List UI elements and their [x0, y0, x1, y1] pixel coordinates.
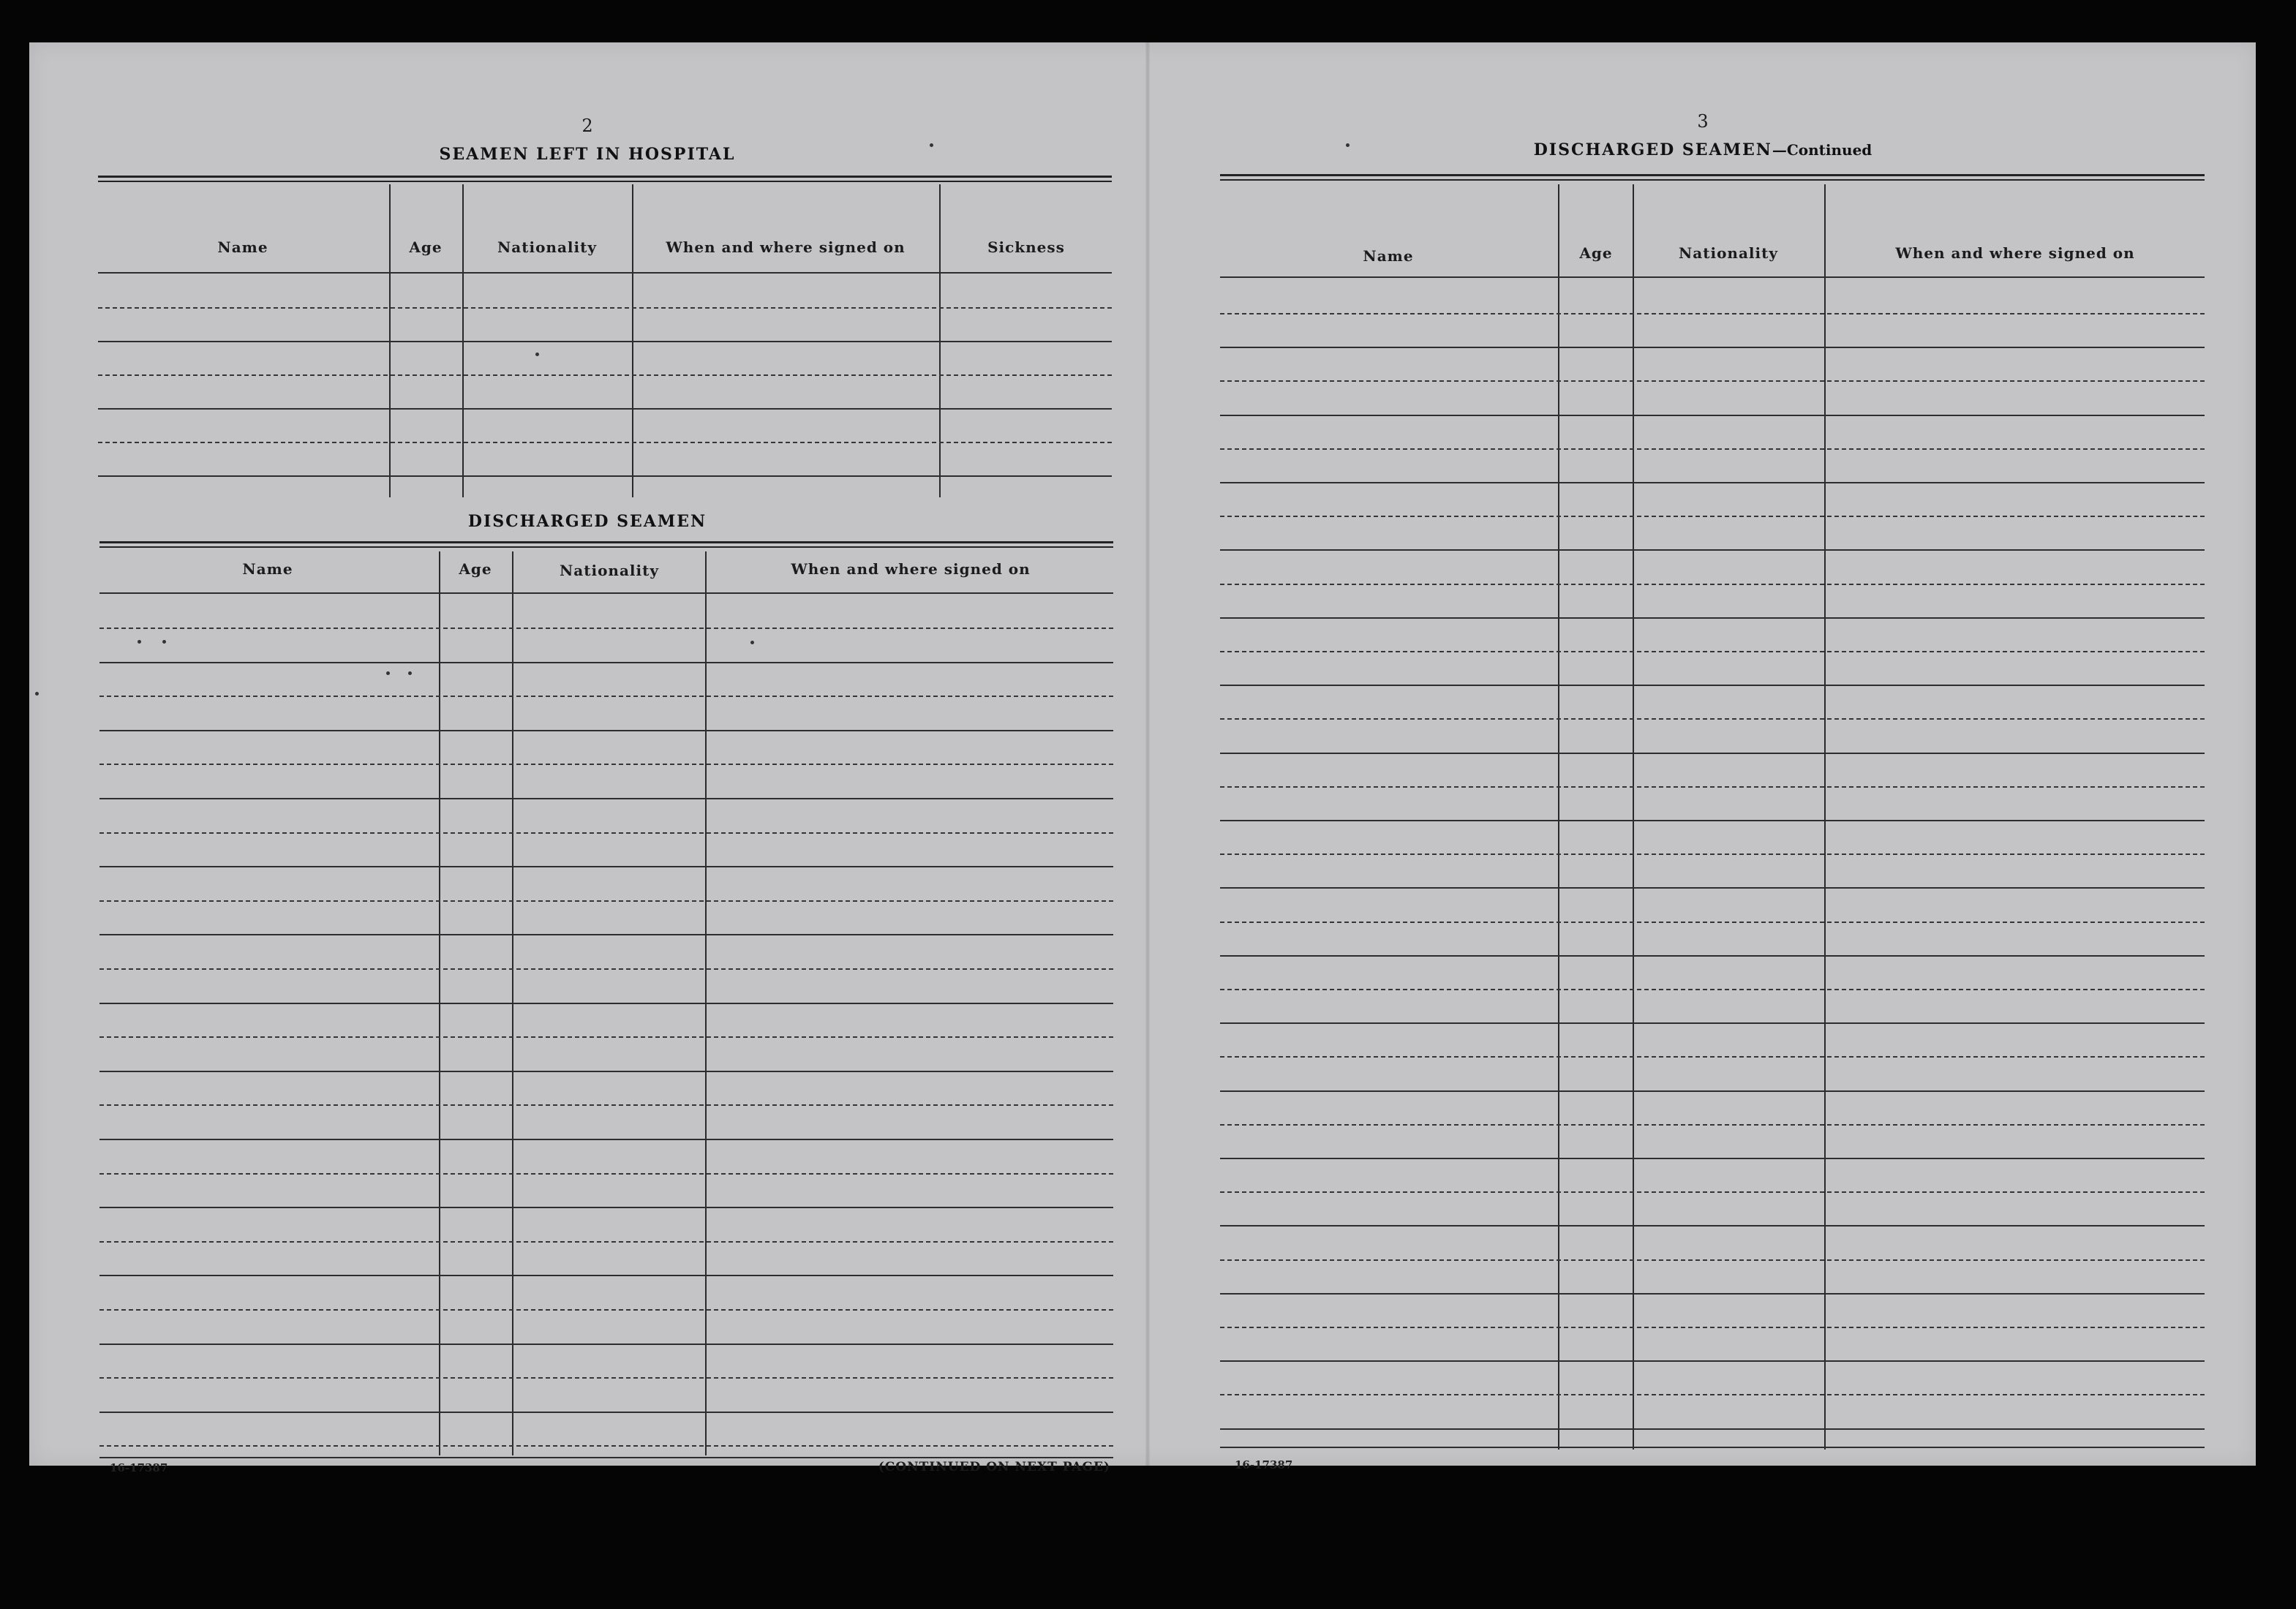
blank-row-rule [1220, 516, 2205, 517]
blank-row-rule [1220, 1293, 2205, 1295]
continued-section-title [1150, 140, 2256, 159]
blank-row-rule [99, 764, 1113, 765]
blank-row-rule [1220, 1360, 2205, 1362]
blank-row-rule [1220, 617, 2205, 619]
blank-row-rule [98, 374, 1112, 376]
blank-row-rule [1220, 1225, 2205, 1226]
blank-row-rule [99, 1275, 1113, 1276]
table-top-rule [1220, 174, 2205, 176]
blank-row-rule [98, 341, 1112, 342]
blank-row-rule [1220, 651, 2205, 652]
table-bottom-rule [1220, 1447, 2205, 1448]
form-code: 16-17387 [1235, 1458, 1293, 1472]
dust-speck [138, 640, 141, 644]
table-top-rule [98, 176, 1112, 178]
table-top-rule [98, 181, 1112, 182]
blank-row-rule [1220, 786, 2205, 788]
blank-row-rule [1220, 584, 2205, 585]
blank-row-rule [1220, 1124, 2205, 1126]
blank-row-rule [99, 1071, 1113, 1072]
column-header-nationality: Nationality [560, 562, 659, 579]
blank-row-rule [1220, 415, 2205, 416]
blank-row-rule [1220, 1259, 2205, 1261]
blank-row-rule [99, 1104, 1113, 1106]
continued-table [1220, 174, 2205, 1451]
column-header-age: Age [459, 560, 492, 578]
column-header-name: Name [1363, 247, 1414, 265]
discharged-section-title: DISCHARGED SEAMEN [467, 512, 707, 531]
blank-row-rule [98, 442, 1112, 443]
left-page [29, 42, 1145, 1474]
blank-row-rule [1220, 1090, 2205, 1092]
dust-speck [35, 692, 39, 696]
blank-row-rule [99, 1173, 1113, 1175]
blank-row-rule [99, 968, 1113, 970]
table-top-rule [1220, 179, 2205, 181]
continued-note: (CONTINUED ON NEXT PAGE) [878, 1460, 1110, 1474]
blank-row-rule [1220, 685, 2205, 686]
dust-speck [386, 671, 390, 675]
blank-row-rule [99, 1207, 1113, 1208]
dust-speck [408, 671, 412, 675]
hospital-table [98, 176, 1112, 497]
column-header-nationality: Nationality [497, 238, 597, 256]
dust-speck [1346, 143, 1350, 147]
blank-row-rule [99, 628, 1113, 629]
dust-speck [535, 353, 539, 356]
blank-row-rule [98, 475, 1112, 477]
blank-row-rule [1220, 820, 2205, 821]
blank-row-rule [1220, 1056, 2205, 1058]
blank-row-rule [1220, 854, 2205, 855]
blank-row-rule [1220, 989, 2205, 990]
blank-row-rule [1220, 1394, 2205, 1395]
blank-row-rule [1220, 955, 2205, 957]
form-code: 16-17387 [110, 1461, 168, 1474]
blank-row-rule [99, 1309, 1113, 1311]
column-header-sickness: Sickness [987, 238, 1065, 256]
blank-row-rule [1220, 887, 2205, 889]
column-header-signed-on: When and where signed on [666, 238, 906, 256]
blank-row-rule [1220, 922, 2205, 923]
table-top-rule [99, 546, 1113, 548]
blank-row-rule [1220, 347, 2205, 348]
blank-row-rule [99, 1344, 1113, 1345]
table-top-rule [99, 541, 1113, 543]
blank-row-rule [1220, 482, 2205, 483]
blank-row-rule [1220, 313, 2205, 314]
blank-row-rule [99, 696, 1113, 697]
blank-row-rule [1220, 718, 2205, 720]
blank-row-rule [1220, 1191, 2205, 1193]
blank-row-rule [1220, 1327, 2205, 1328]
discharged-table [99, 499, 1113, 1458]
column-header-name: Name [217, 238, 268, 256]
column-header-name: Name [242, 560, 293, 578]
blank-row-rule [1220, 1158, 2205, 1159]
blank-row-rule [99, 1445, 1113, 1447]
blank-row-rule [1220, 549, 2205, 551]
blank-row-rule [99, 1412, 1113, 1413]
column-header-age: Age [1579, 244, 1613, 262]
blank-row-rule [99, 900, 1113, 902]
blank-row-rule [99, 798, 1113, 799]
table-bottom-rule [99, 1457, 1113, 1458]
blank-row-rule [1220, 1022, 2205, 1024]
blank-row-rule [99, 1139, 1113, 1140]
column-header-age: Age [409, 238, 443, 256]
blank-row-rule [99, 1377, 1113, 1379]
blank-row-rule [99, 866, 1113, 867]
section-title-text: DISCHARGED SEAMEN [1533, 140, 1772, 159]
blank-row-rule [1220, 448, 2205, 450]
header-bottom-rule [98, 272, 1112, 274]
blank-row-rule [1220, 753, 2205, 754]
column-header-signed-on: When and where signed on [791, 560, 1031, 578]
header-bottom-rule [99, 592, 1113, 594]
hospital-section-title: SEAMEN LEFT IN HOSPITAL [439, 145, 736, 164]
page-number: 2 [581, 116, 593, 136]
blank-row-rule [1220, 380, 2205, 382]
blank-row-rule [99, 934, 1113, 935]
dust-speck [930, 143, 933, 147]
blank-row-rule [99, 1036, 1113, 1038]
dust-speck [750, 641, 754, 644]
blank-row-rule [99, 662, 1113, 663]
header-bottom-rule [1220, 276, 2205, 278]
blank-row-rule [99, 1241, 1113, 1243]
blank-row-rule [98, 307, 1112, 309]
column-header-nationality: Nationality [1679, 244, 1778, 262]
blank-row-rule [99, 1003, 1113, 1004]
dust-speck [162, 640, 166, 644]
blank-row-rule [99, 832, 1113, 834]
column-header-signed-on: When and where signed on [1895, 244, 2135, 262]
blank-row-rule [98, 408, 1112, 410]
right-page [1150, 42, 2256, 1472]
blank-row-rule [1220, 1428, 2205, 1430]
blank-row-rule [99, 730, 1113, 731]
page-number: 3 [1697, 111, 1709, 132]
continued-suffix: —Continued [1772, 141, 1872, 159]
